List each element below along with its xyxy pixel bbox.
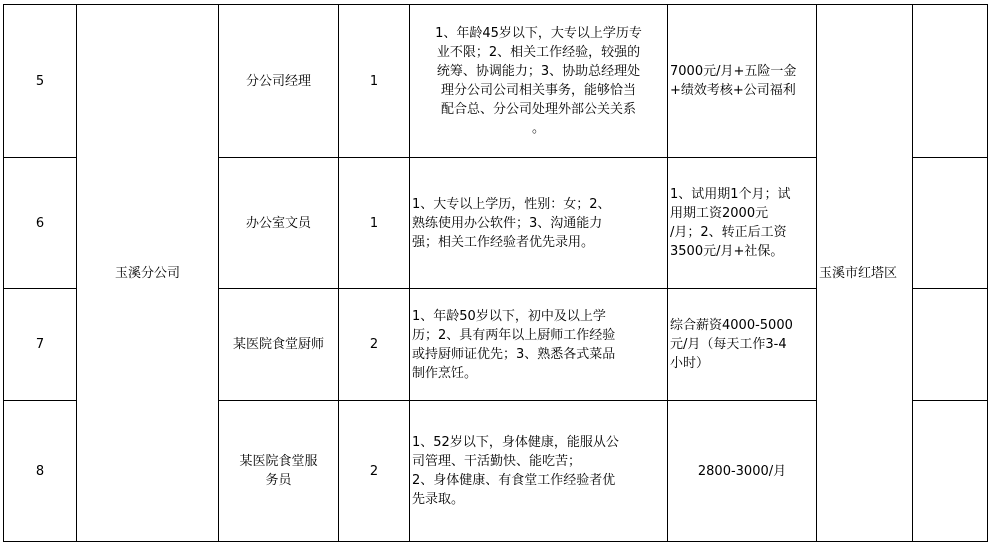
requirements-line: 历；2、具有两年以上厨师工作经验 bbox=[412, 327, 616, 343]
requirements-line: 1、52岁以下，身体健康，能服从公 bbox=[412, 435, 619, 450]
headcount-cell: 2 bbox=[339, 289, 410, 401]
salary-line: 综合薪资4000-5000 bbox=[670, 318, 793, 333]
position-cell: 分公司经理 bbox=[219, 5, 339, 158]
headcount-cell: 2 bbox=[339, 401, 410, 542]
position-cell: 办公室文员 bbox=[219, 158, 339, 289]
headcount-cell: 1 bbox=[339, 158, 410, 289]
position-line: 务员 bbox=[265, 473, 292, 488]
requirements-line: 制作烹饪。 bbox=[412, 365, 478, 381]
salary-line: +绩效考核+公司福利 bbox=[670, 83, 796, 98]
position-line: 某医院食堂服 bbox=[239, 454, 318, 469]
headcount-cell: 1 bbox=[339, 5, 410, 158]
empty-cell bbox=[913, 5, 988, 158]
requirements-cell bbox=[410, 289, 668, 401]
salary-line: 1、试用期1个月；试 bbox=[670, 187, 791, 202]
requirements-cell bbox=[410, 5, 668, 158]
position-cell: 某医院食堂厨师 bbox=[219, 289, 339, 401]
requirements-line: 强；相关工作经验者优先录用。 bbox=[412, 234, 595, 250]
row-number: 7 bbox=[4, 289, 77, 401]
empty-cell bbox=[913, 289, 988, 401]
requirements-line: 2、身体健康、有食堂工作经验者优 bbox=[412, 473, 616, 488]
requirements-line: 配合总、分公司处理外部公关关系 bbox=[440, 102, 636, 117]
requirements-line: 熟练使用办公软件；3、沟通能力 bbox=[412, 215, 603, 231]
recruitment-table bbox=[3, 4, 988, 542]
requirements-line: 统筹、协调能力；3、协助总经理处 bbox=[436, 64, 641, 79]
salary-cell bbox=[668, 401, 817, 542]
requirements-cell bbox=[410, 158, 668, 289]
salary-line: 7000元/月+五险一金 bbox=[670, 64, 797, 79]
salary-line: 小时） bbox=[670, 356, 710, 371]
requirements-line: 先录取。 bbox=[412, 492, 465, 507]
requirements-line: 。 bbox=[531, 121, 545, 136]
salary-line: /月；2、转正后工资 bbox=[670, 225, 787, 240]
salary-line: 2800-3000/月 bbox=[697, 463, 787, 479]
salary-line: 元/月（每天工作3-4 bbox=[670, 337, 787, 352]
requirements-cell bbox=[410, 401, 668, 542]
row-number: 8 bbox=[4, 401, 77, 542]
requirements-line: 1、大专以上学历，性别：女；2、 bbox=[412, 196, 611, 212]
table-row bbox=[4, 5, 988, 158]
empty-cell bbox=[913, 401, 988, 542]
company-cell: 玉溪分公司 bbox=[77, 5, 219, 542]
salary-line: 3500元/月+社保。 bbox=[670, 244, 784, 259]
salary-line: 用期工资2000元 bbox=[670, 206, 769, 221]
location-cell: 玉溪市红塔区 bbox=[817, 5, 913, 542]
row-number: 6 bbox=[4, 158, 77, 289]
requirements-line: 司管理、干活勤快、能吃苦； bbox=[412, 454, 582, 469]
requirements-line: 理分公司公司相关事务，能够恰当 bbox=[440, 83, 636, 98]
requirements-line: 1、年龄50岁以下，初中及以上学 bbox=[412, 308, 606, 324]
salary-cell bbox=[668, 289, 817, 401]
row-number: 5 bbox=[4, 5, 77, 158]
salary-cell bbox=[668, 5, 817, 158]
requirements-line: 1、年龄45岁以下，大专以上学历专 bbox=[435, 26, 642, 41]
requirements-line: 业不限；2、相关工作经验，较强的 bbox=[436, 45, 641, 60]
empty-cell bbox=[913, 158, 988, 289]
position-cell bbox=[219, 401, 339, 542]
requirements-line: 或持厨师证优先；3、熟悉各式菜品 bbox=[412, 346, 616, 362]
salary-cell bbox=[668, 158, 817, 289]
